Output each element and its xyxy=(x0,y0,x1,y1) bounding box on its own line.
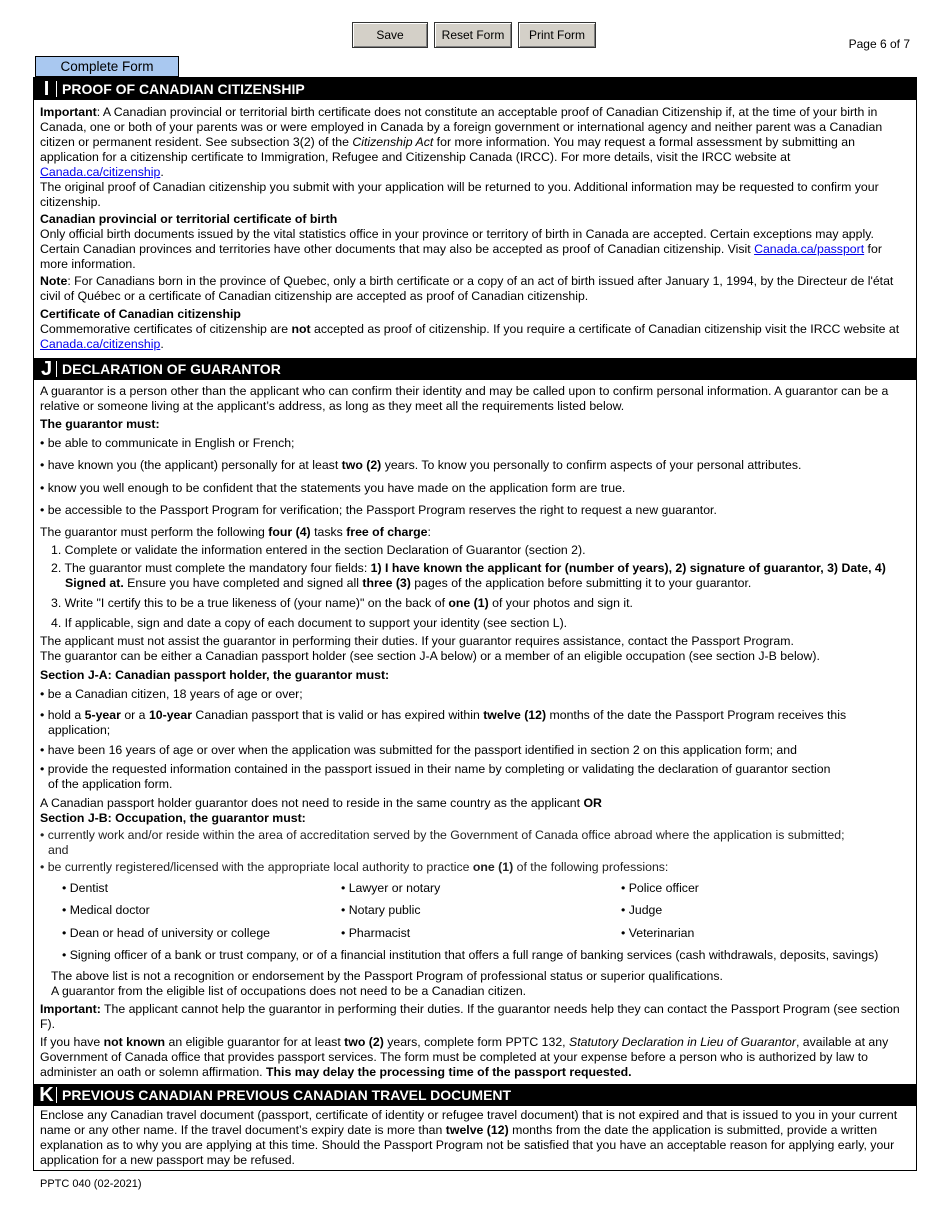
ja-requirement: • have been 16 years of age or over when the application was submitted for the passport identified in section 2 on this application form; and xyxy=(40,743,797,757)
section-jb-heading: Section J-B: Occupation, the guarantor must: xyxy=(40,811,306,825)
guarantor-requirement: • know you well enough to be confident that the statements you have made on the application form are true. xyxy=(40,481,626,495)
citizenship-link-2[interactable]: Canada.ca/citizenship xyxy=(40,337,161,351)
complete-form-button[interactable]: Complete Form xyxy=(35,56,179,77)
citizenship-link[interactable]: Canada.ca/citizenship xyxy=(40,165,161,179)
guarantor-requirement: • be accessible to the Passport Program for verification; the Passport Program reserves the right to request a new guarantor. xyxy=(40,503,717,517)
reset-form-button[interactable]: Reset Form xyxy=(434,22,512,48)
form-toolbar xyxy=(352,22,596,48)
guarantor-requirement: • have known you (the applicant) personally for at least two (2) years. To know you personally to confirm aspects of your personal attributes. xyxy=(40,458,802,472)
guarantor-tasks-intro: The guarantor must perform the following four (4) tasks free of charge: xyxy=(40,525,431,539)
jb-requirement: • be currently registered/licensed with the appropriate local authority to practice one (1) of the following professions: xyxy=(40,860,669,874)
profession-item: • Medical doctor xyxy=(62,903,150,917)
section-ja-heading: Section J-A: Canadian passport holder, the guarantor must: xyxy=(40,668,390,682)
citizenship-certificate-heading: Certificate of Canadian citizenship xyxy=(40,307,241,321)
birth-certificate-heading: Canadian provincial or territorial certificate of birth xyxy=(40,212,338,226)
section-title: DECLARATION OF GUARANTOR xyxy=(62,361,281,377)
profession-item: • Veterinarian xyxy=(621,926,695,940)
either-paragraph: The guarantor can be either a Canadian passport holder (see section J-A below) or a member of an eligible occupation (see section J-B below). xyxy=(40,649,820,663)
ja-requirement: • provide the requested information contained in the passport issued in their name by completing or validating the declaration of guarantor section of the application form. xyxy=(40,762,831,791)
passport-link[interactable]: Canada.ca/passport xyxy=(754,242,865,256)
form-number: PPTC 040 (02-2021) xyxy=(40,1178,142,1190)
section-k-header xyxy=(34,1084,916,1106)
guarantor-task: 2. The guarantor must complete the mandatory four fields: 1) I have known the applicant for (number of years), 2) signature of guarantor, 3) Date, 4) Signed at. Ensure you have completed and signed all three (3) pages of the application before submitting it to your guarantor. xyxy=(51,561,886,590)
section-j-header xyxy=(34,358,916,380)
reside-paragraph: A Canadian passport holder guarantor does not need to reside in the same country as the applicant OR xyxy=(40,796,602,810)
guarantor-task: 1. Complete or validate the information entered in the section Declaration of Guarantor (section 2). xyxy=(51,543,586,557)
not-known-paragraph: If you have not known an eligible guarantor for at least two (2) years, complete form PPTC 132, Statutory Declaration in Lieu of Guarantor, available at any Government of Canada office that provides passport services. The form must be completed at your expense before a person who is authorized by law to administer an oath or solemn affirmation. This may delay the processing time of the passport requested. xyxy=(40,1035,889,1079)
assist-paragraph: The applicant must not assist the guarantor in performing their duties. If your guarantor requires assistance, contact the Passport Program. xyxy=(40,634,794,648)
profession-item: • Lawyer or notary xyxy=(341,881,441,895)
profession-item: • Police officer xyxy=(621,881,699,895)
profession-item: • Signing officer of a bank or trust company, or of a financial institution that offers a full range of banking services (cash withdrawals, deposits, savings) xyxy=(62,948,879,962)
ja-requirement: • hold a 5-year or a 10-year Canadian passport that is valid or has expired within twelve (12) months of the date the Passport Program receives this application; xyxy=(40,708,847,737)
guarantor-task: 4. If applicable, sign and date a copy of each document to support your identity (see section L). xyxy=(51,616,568,630)
quebec-note-paragraph: Note: For Canadians born in the province of Quebec, only a birth certificate or a copy of an act of birth issued after January 1, 1994, by the Directeur de l'état civil of Québec or a certificate of Canadian citizenship are accepted as proof of Canadian citizenship. xyxy=(40,274,894,303)
jb-requirement: • currently work and/or reside within the area of accreditation served by the Government of Canada office abroad where the application is submitted; and xyxy=(40,828,845,857)
profession-item: • Pharmacist xyxy=(341,926,411,940)
citizenship-important-paragraph: Important: A Canadian provincial or territorial birth certificate does not constitute an acceptable proof of Canadian Citizenship if, at the time of your birth in Canada, one or both of your parents was or were employed in Canada by a foreign government or international agency and neither parent was a Canadian citizen or permanent resident. See subsection 3(2) of the Citizenship Act for more information. You may request a formal assessment by submitting an application for a citizenship certificate to Immigration, Refugee and Citizenship Canada (IRCC). For more details, visit the IRCC website at Canada.ca/citizenship. xyxy=(40,105,883,179)
profession-item: • Dentist xyxy=(62,881,108,895)
guarantor-task: 3. Write "I certify this to be a true likeness of (your name)" on the back of one (1) of your photos and sign it. xyxy=(51,596,633,610)
section-title: PROOF OF CANADIAN CITIZENSHIP xyxy=(62,81,305,97)
guarantor-requirement: • be able to communicate in English or French; xyxy=(40,436,295,450)
original-proof-paragraph: The original proof of Canadian citizenship you submit with your application will be returned to you. Additional information may be requested to confirm your citizenship. xyxy=(40,180,879,209)
print-form-button[interactable]: Print Form xyxy=(518,22,596,48)
section-title: PREVIOUS CANADIAN PREVIOUS CANADIAN TRAVEL DOCUMENT xyxy=(62,1087,512,1103)
guarantor-intro: A guarantor is a person other than the applicant who can confirm their identity and may be called upon to confirm personal information. A guarantor can be a relative or someone living at the applicant’s address, as long as they meet all the requirements listed below. xyxy=(40,384,889,413)
section-letter: I xyxy=(43,78,50,100)
citizenship-certificate-paragraph: Commemorative certificates of citizenship are not accepted as proof of citizenship. If you require a certificate of Canadian citizenship visit the IRCC website at Canada.ca/citizenship. xyxy=(40,322,900,351)
section-letter: K xyxy=(39,1084,54,1106)
guarantor-important-paragraph: Important: The applicant cannot help the guarantor in performing their duties. If the guarantor needs help they can contact the Passport Program (see section F). xyxy=(40,1002,900,1031)
ja-requirement: • be a Canadian citizen, 18 years of age or over; xyxy=(40,687,303,701)
form-frame xyxy=(33,77,917,1171)
travel-document-paragraph: Enclose any Canadian travel document (passport, certificate of identity or refugee travel document) that is not expired and that is issued to you in your current name or any other name. If the travel document’s expiry date is more than twelve (12) months from the date the application is submitted, provide a written explanation as to why you are applying at this time. Should the Passport Program not be satisfied that you have an acceptable reason for applying early, your application for a new passport may be refused. xyxy=(40,1108,898,1167)
guarantor-must-heading: The guarantor must: xyxy=(40,417,160,431)
page-number: Page 6 of 7 xyxy=(848,37,910,51)
not-recognition-text: The above list is not a recognition or endorsement by the Passport Program of professional status or superior qualifications. xyxy=(51,969,723,983)
birth-certificate-paragraph: Only official birth documents issued by the vital statistics office in your province or territory of birth in Canada are accepted. Certain exceptions may apply. Certain Canadian provinces and territories have other documents that may also be accepted as proof of Canadian citizenship. Visit Canada.ca/passport for more information. xyxy=(40,227,882,271)
profession-item: • Dean or head of university or college xyxy=(62,926,271,940)
section-letter: J xyxy=(40,358,53,380)
profession-item: • Judge xyxy=(621,903,663,917)
section-i-header xyxy=(34,78,916,100)
profession-item: • Notary public xyxy=(341,903,421,917)
eligible-not-citizen-text: A guarantor from the eligible list of occupations does not need to be a Canadian citizen. xyxy=(51,984,527,998)
save-button[interactable]: Save xyxy=(352,22,428,48)
